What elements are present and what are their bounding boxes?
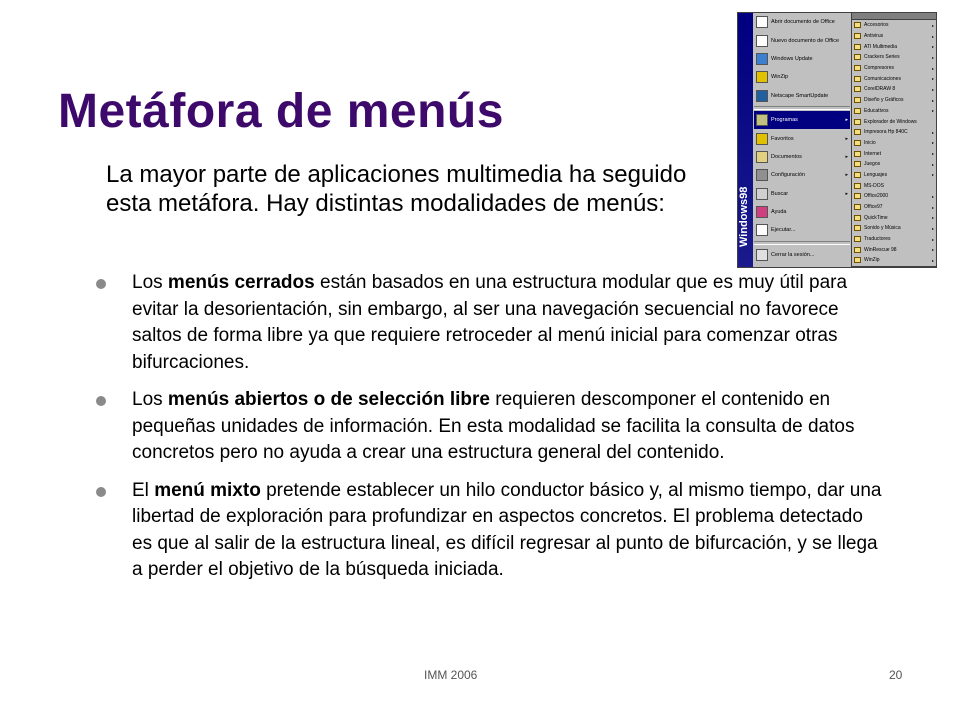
submenu-arrow-icon: ▸ [931,225,934,231]
submenu-item[interactable] [852,212,936,223]
start-menu-item[interactable] [754,166,850,184]
submenu-item-label: WinRescue 98 [864,246,897,253]
submenu-arrow-icon: ▸ [931,257,934,263]
submenu-arrow-icon: ▸ [931,215,934,221]
bullet-dot-icon [96,279,106,289]
menu-item-icon [756,90,768,102]
menu-item-label: Nuevo documento de Office [771,37,840,44]
submenu-arrow-icon: ▸ [845,172,848,179]
folder-icon [854,33,861,39]
menu-item-label: Windows Update [771,55,813,62]
submenu-arrow-icon: ▸ [931,86,934,92]
submenu-arrow-icon: ▸ [931,161,934,167]
start-menu-item[interactable] [754,129,850,147]
submenu-arrow-icon: ▸ [845,190,848,197]
menu-separator [754,241,850,245]
menu-item-icon [756,267,768,268]
start-menu-item[interactable] [754,203,850,221]
start-menu-items [754,13,850,268]
submenu-item[interactable] [852,41,936,52]
brand-text: Windows98 [738,186,750,247]
menu-item-label: WinZip [771,74,789,81]
menu-item-icon [756,133,768,145]
menu-item-label: Ayuda [771,209,787,216]
folder-icon [854,22,861,28]
submenu-item-label: Compresores [864,65,895,72]
page-number: 20 [889,668,903,682]
menu-item-icon [756,71,768,83]
folder-icon [854,225,861,231]
submenu-arrow-icon: ▸ [931,129,934,135]
submenu-item-label: Inicio [864,139,876,146]
menu-item-label: Abrir documento de Office [771,19,835,26]
submenu-item[interactable] [852,223,936,234]
bullet-list [96,270,886,595]
footer-label: IMM 2006 [424,668,478,682]
folder-icon [854,65,861,71]
menu-item-icon [756,206,768,218]
bullet-dot-icon [96,487,106,497]
bullet-text: pretende establecer un hilo conductor básico y, al mismo tiempo, dar una libertad de exploración para profundizar en aspectos concretos. El problema detectado es que al salir de la estructura lineal, es difícil regresar al punto de bifurcación, y se llega a perder el objetivo de la búsqueda iniciada. [132,479,882,580]
bullet-bold-term: menús cerrados [167,272,315,293]
folder-icon [854,97,861,103]
menu-item-icon [756,35,768,47]
submenu-arrow-icon: ▸ [931,54,934,60]
submenu-item[interactable] [852,148,936,159]
start-menu-item[interactable] [754,111,850,129]
start-menu-item[interactable] [754,13,850,31]
submenu-item-label: QuickTime [864,214,888,221]
submenu-item[interactable] [852,84,936,95]
submenu-arrow-icon: ▸ [845,135,848,142]
start-menu-item[interactable] [754,148,850,166]
submenu-item-label: MS-DOS [864,182,884,189]
submenu-item-label: Juegos [864,161,881,168]
submenu-item[interactable] [852,138,936,149]
submenu-item[interactable] [852,255,936,266]
menu-item-label: Netscape SmartUpdate [771,92,829,99]
bullet-item [96,270,886,376]
submenu-arrow-icon: ▸ [845,153,848,160]
submenu-item-label: Comunicaciones [864,75,901,82]
folder-icon [854,140,861,146]
bullet-bold-term: menú mixto [154,479,261,501]
submenu-item[interactable] [852,31,936,42]
submenu-item-label: Office2000 [864,193,889,200]
folder-icon [854,257,861,263]
submenu-item-label: CorelDRAW 8 [864,86,896,93]
start-menu-item[interactable] [754,31,850,49]
bullet-prefix: El [132,479,155,501]
submenu-arrow-icon: ▸ [931,193,934,199]
bullet-text: requieren descomponer el contenido en pequeñas unidades de información. En esta modalidad se facilita la consulta de datos concretos pero no ayuda a crear una estructura general del contenido. [132,389,855,463]
bullet-bold-term: menús abiertos o de selección libre [167,389,490,410]
submenu-item[interactable] [852,20,936,31]
bullet-item [96,387,886,467]
folder-icon [854,193,861,199]
submenu-item[interactable] [852,159,936,170]
submenu-item[interactable] [852,244,936,255]
menu-item-label: Ejecutar... [771,227,796,234]
submenu-item-label: Traductores [864,236,891,243]
submenu-arrow-icon: ▸ [931,76,934,82]
programs-submenu [851,19,937,267]
bullet-prefix: Los [132,272,168,293]
submenu-item-label: Lenguajes [864,171,888,178]
start-menu-screenshot [737,12,937,268]
submenu-item[interactable] [852,127,936,138]
submenu-arrow-icon: ▸ [931,236,934,242]
submenu-arrow-icon: ▸ [931,97,934,103]
intro-text: La mayor parte de aplicaciones multimedia ha seguido esta metáfora. Hay distintas modalidades de menús: [106,161,687,217]
menu-item-icon [756,169,768,181]
submenu-item-label: ATI Multimedia [864,43,897,50]
submenu-arrow-icon: ▸ [931,204,934,210]
menu-item-label: Programas [771,117,798,124]
folder-icon [854,54,861,60]
submenu-item[interactable] [852,234,936,245]
submenu-arrow-icon: ▸ [931,22,934,28]
menu-item-label: Documentos [771,153,802,160]
submenu-item-label: Office97 [864,204,883,211]
folder-icon [854,215,861,221]
submenu-item[interactable] [852,63,936,74]
folder-icon [854,204,861,210]
submenu-arrow-icon: ▸ [931,108,934,114]
folder-icon [854,44,861,50]
submenu-item[interactable] [852,191,936,202]
submenu-item[interactable] [852,170,936,181]
start-menu-item[interactable] [754,50,850,68]
folder-icon [854,236,861,242]
submenu-item-label: Accesorios [864,22,889,29]
submenu-item[interactable] [852,106,936,117]
menu-separator [754,106,850,110]
start-menu-item[interactable] [754,264,850,268]
submenu-item-label: Antivirus [864,33,884,40]
start-menu [738,13,852,267]
folder-icon [854,119,861,125]
folder-icon [854,183,861,189]
menu-item-icon [756,151,768,163]
menu-item-icon [756,53,768,65]
bullet-dot-icon [96,396,106,406]
submenu-item[interactable] [852,202,936,213]
menu-item-label: Buscar [771,190,789,197]
submenu-arrow-icon: ▸ [931,44,934,50]
submenu-arrow-icon: ▸ [931,151,934,157]
submenu-arrow-icon: ▸ [931,33,934,39]
submenu-item-label: Sonido y Música [864,225,901,232]
submenu-item[interactable] [852,180,936,191]
bullet-text: están basados en una estructura modular que es muy útil para evitar la desorientación, sin embargo, al ser una navegación secuencial no favorece saltos de forma libre ya que requiere retroceder al menú inicial para comenzar otras bifurcaciones. [132,272,848,373]
menu-item-icon [756,16,768,28]
brand-bar [738,13,753,267]
menu-item-label: Favoritos [771,135,794,142]
submenu-arrow-icon: ▸ [931,140,934,146]
submenu-item-label: Explorador de Windows [864,118,917,125]
slide-title: Metáfora de menús [58,85,504,138]
submenu-item-label: Impresora Hp 840C [864,129,908,136]
start-menu-item[interactable] [754,68,850,86]
menu-item-label: Cerrar la sesión... [771,251,815,258]
menu-item-icon [756,249,768,261]
submenu-arrow-icon: ▸ [931,65,934,71]
start-menu-item[interactable] [754,87,850,105]
folder-icon [854,86,861,92]
submenu-item[interactable] [852,52,936,63]
submenu-item-label: WinZip [864,257,880,264]
submenu-item-label: Educativos [864,107,889,114]
folder-icon [854,161,861,167]
folder-icon [854,247,861,253]
start-menu-item[interactable] [754,221,850,239]
folder-icon [854,76,861,82]
menu-item-icon [756,188,768,200]
submenu-item-label: Internet [864,150,881,157]
start-menu-item[interactable] [754,185,850,203]
menu-item-icon [756,224,768,236]
submenu-item-label: Crackers Series [864,54,900,61]
submenu-arrow-icon: ▸ [931,247,934,253]
menu-item-icon [756,114,768,126]
submenu-arrow-icon: ▸ [931,172,934,178]
bullet-prefix: Los [132,389,168,410]
folder-icon [854,108,861,114]
submenu-item[interactable] [852,95,936,106]
bullet-item [96,478,886,584]
start-menu-item[interactable] [754,246,850,264]
submenu-item[interactable] [852,73,936,84]
submenu-item[interactable] [852,116,936,127]
submenu-item-label: Diseño y Gráficos [864,97,904,104]
folder-icon [854,172,861,178]
submenu-arrow-icon: ▸ [845,117,848,124]
menu-item-label: Configuración [771,172,805,179]
folder-icon [854,151,861,157]
folder-icon [854,129,861,135]
